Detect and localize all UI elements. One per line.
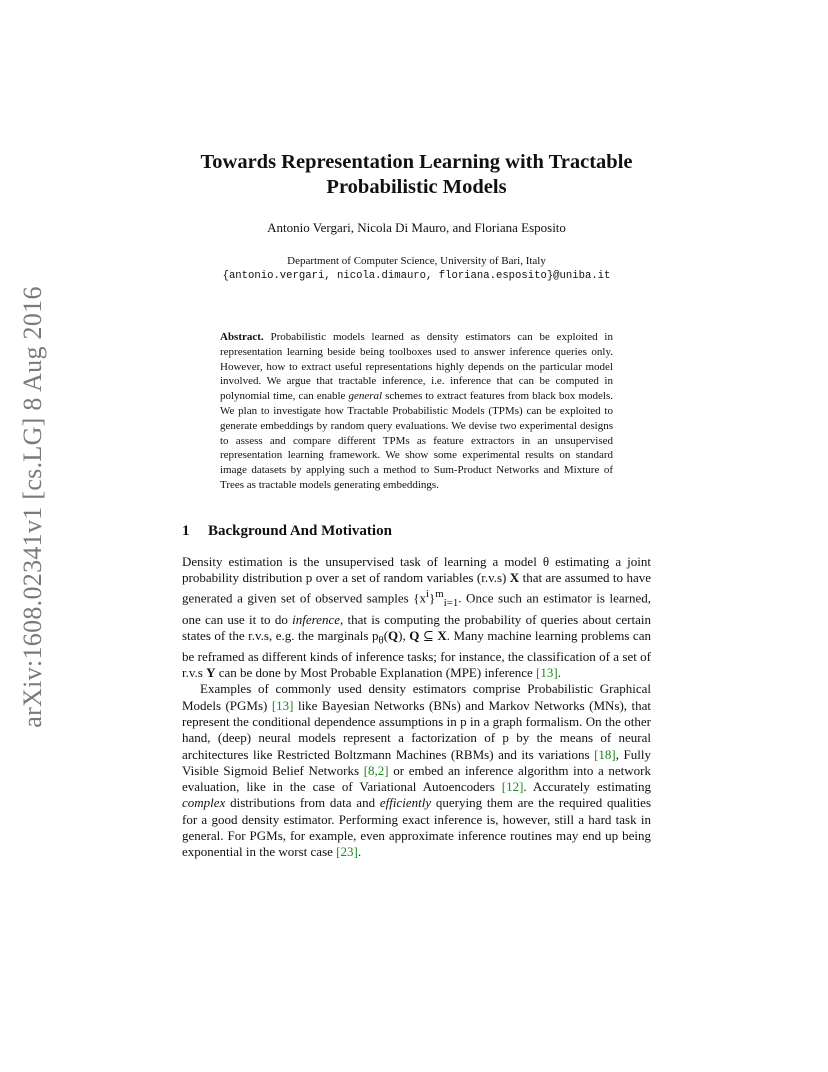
p2-text: like Bayesian Networks (BNs) and Markov Networks (MNs), that represent the conditional dependence assumptions in p in a graph formalism. On the other hand, (deep) neural models represent a factorization of p by the means of neural architectures like Restricted Boltzmann Machines (RBMs) and its variations (182, 697, 651, 762)
math-subscript: i=1 (443, 597, 459, 610)
author-list: Antonio Vergari, Nicola Di Mauro, and Floriana Esposito (267, 220, 566, 235)
section-body (182, 554, 651, 861)
emphasis-inference: inference (292, 611, 340, 627)
p2-text: querying them are the required qualities for a good density estimator. Performing exact inference is, however, still a hard task in general. For PGMs, for example, even approximate inference routines may end up being exponential in the worst case (182, 795, 652, 860)
abstract-label: Abstract. (220, 331, 264, 343)
citation-link[interactable]: [13] (271, 697, 294, 713)
emphasis-complex: complex (182, 795, 226, 811)
title-line-2: Probabilistic Models (326, 176, 507, 198)
p1-text: . Many machine learning problems can be reframed as different kinds of inference tasks; for instance, the classification of a set of r.v.s (182, 627, 651, 681)
abstract-text-2: schemes to extract features from black box models. We plan to investigate how Tractable Probabilistic Models (TPMs) can be exploited to generate embeddings by random query evaluations. We devise two experimental designs to assess and compare different TPMs as feature extractors in an unsupervised representation learning framework. We show some experimental results on standard image datasets by applying such a method to Sum-Product Networks and Mixture of Trees as tractable models generating embeddings. (220, 390, 613, 491)
p2-text: distributions from data and (225, 795, 380, 811)
p2-text: . Accurately estimating (523, 779, 651, 795)
abstract (220, 330, 613, 493)
citation-link[interactable]: [8,2] (363, 762, 389, 778)
emphasis-efficiently: efficiently (379, 795, 432, 811)
affiliation: Department of Computer Science, University of Bari, Italy (287, 255, 546, 267)
citation-link[interactable]: [13] (536, 665, 558, 681)
p1-text: that are assumed to have generated a given set of observed samples {x (182, 570, 651, 606)
section-title: Background And Motivation (208, 522, 392, 539)
paper-page (182, 150, 651, 861)
math-superscript: i (426, 588, 430, 601)
p2-text: . (357, 844, 362, 860)
paragraph-1 (182, 554, 651, 682)
p1-text: ( (383, 627, 389, 643)
abstract-emphasis: general (348, 390, 383, 403)
p1-text: } (429, 590, 436, 606)
p2-text: , Fully Visible Sigmoid Belief Networks (182, 746, 651, 778)
paragraph-2 (182, 681, 651, 860)
math-bold-y: Y (206, 665, 216, 681)
p1-text: . (557, 665, 561, 681)
abstract-text-1: Probabilistic models learned as density estimators can be exploited in representation learning beside being toolboxes used to answer inference queries only. However, how to extract useful representations highly depends on the particular model involved. We argue that tractable inference, i.e. inference that can be computed in polynomial time, can enable (220, 331, 613, 403)
p1-text: can be done by Most Probable Explanation (MPE) inference (215, 665, 537, 681)
title-line-1: Towards Representation Learning with Tractable (200, 151, 633, 173)
p2-text: or embed an inference algorithm into a network evaluation, like in the case of Variational Autoencoders (182, 762, 651, 795)
section-number: 1 (182, 522, 190, 539)
section-heading (182, 523, 651, 540)
citation-link[interactable]: [23] (336, 844, 358, 860)
math-bold-x: X (437, 627, 447, 643)
p1-text: ⊆ (419, 627, 438, 643)
p1-text: Density estimation is the unsupervised task of learning a model θ estimating a joint probability distribution p over a set of random variables (r.v.s) (182, 553, 651, 586)
p1-text: . Once such an estimator is learned, one can use it to do (182, 590, 651, 627)
arxiv-identifier-text: arXiv:1608.02341v1 [cs.LG] 8 Aug 2016 (18, 286, 47, 728)
citation-link[interactable]: [18] (594, 746, 616, 762)
p2-text: Examples of commonly used density estimators comprise Probabilistic Graphical Models (PGMs) (182, 681, 651, 713)
math-bold-q: Q (409, 627, 420, 643)
author-emails: {antonio.vergari, nicola.dimauro, floriana.esposito}@uniba.it (222, 270, 611, 282)
citation-link[interactable]: [12] (501, 779, 524, 795)
math-superscript: m (435, 588, 444, 601)
paper-title (182, 150, 651, 200)
arxiv-identifier (16, 287, 50, 727)
math-bold-x: X (509, 570, 520, 586)
math-bold-q: Q (388, 627, 399, 643)
math-subscript: θ (378, 634, 384, 647)
p1-text: , that is computing the probability of queries about certain states of the r.v.s, e.g. the marginals p (182, 611, 651, 643)
p1-text: ), (398, 627, 410, 643)
